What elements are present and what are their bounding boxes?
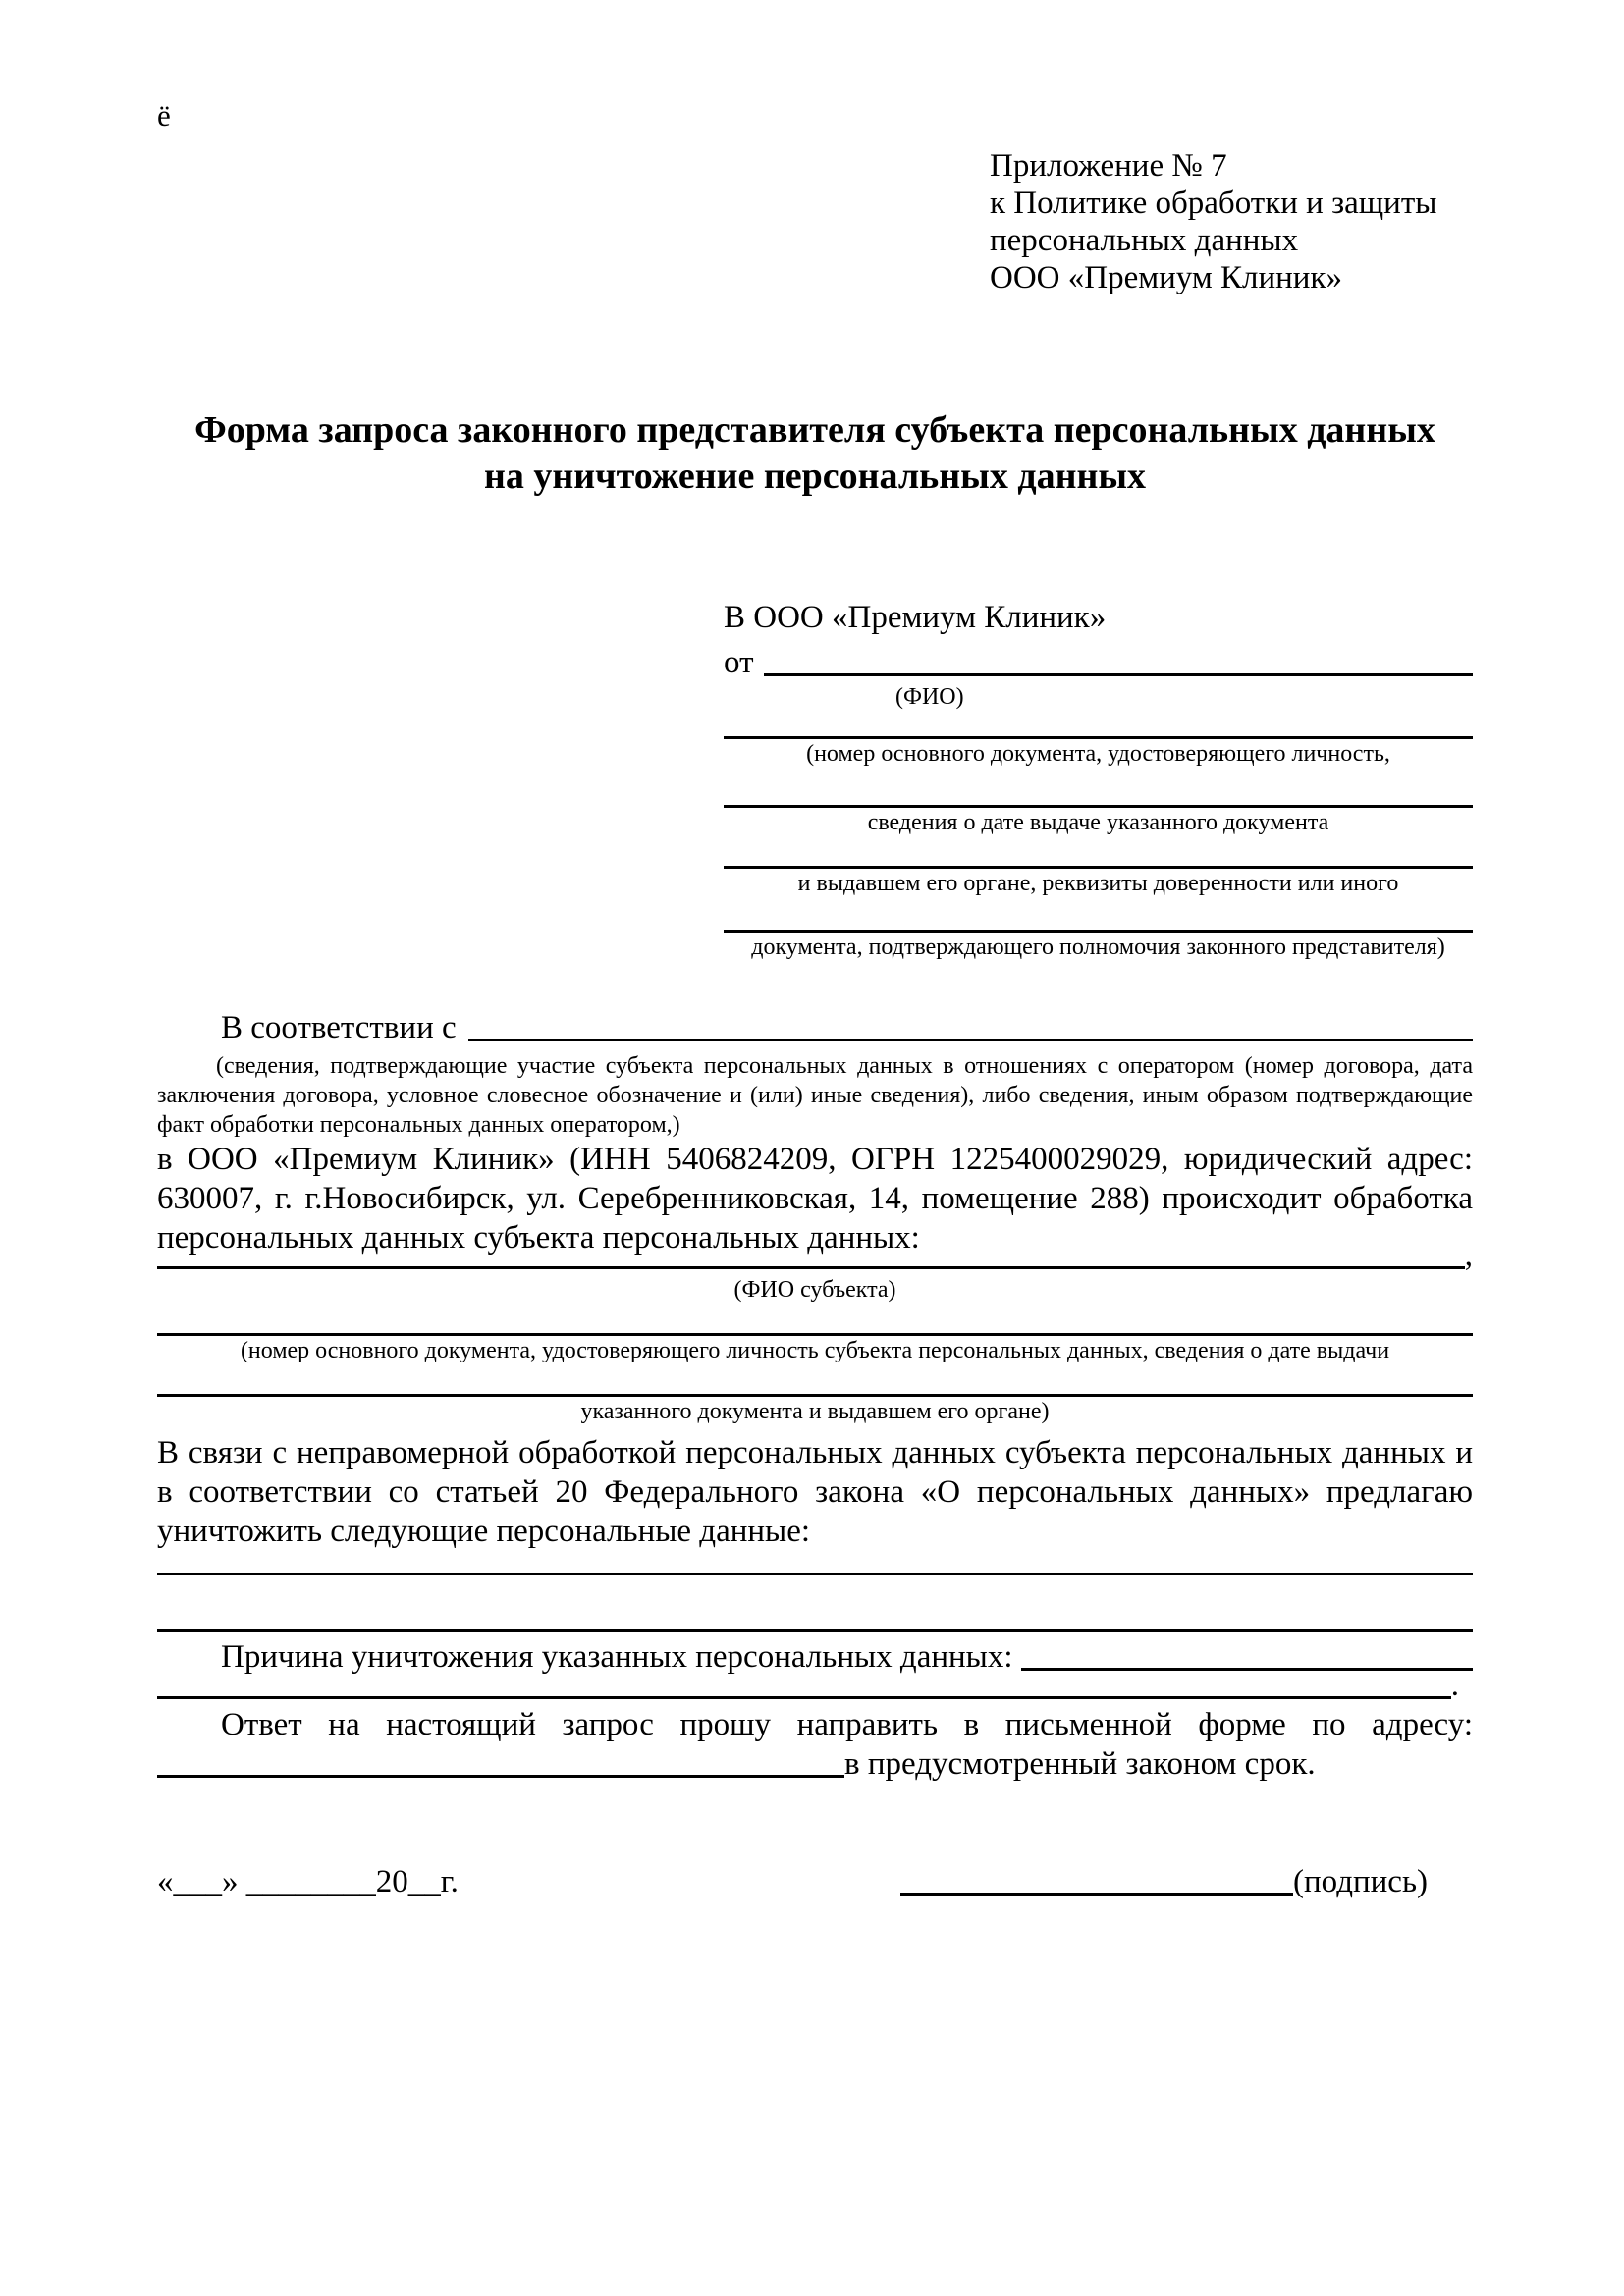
doc-caption-4: документа, подтверждающего полномочия законного представителя) (751, 934, 1445, 960)
response-address-row (157, 1744, 1473, 1784)
destroy-paragraph: В связи с неправомерной обработкой персональных данных субъекта персональных данных и в соответствии со статьей 20 Федерального закона «О персональных данных» предлагаю уничтожить следующие персональные данные: (157, 1435, 1473, 1549)
address-blank-line (157, 1775, 844, 1778)
from-blank-line (764, 673, 1474, 676)
blank-line (724, 736, 1473, 739)
blank-line (724, 805, 1473, 808)
doc-caption-2: сведения о дате выдаче указанного документа (867, 810, 1329, 835)
accordance-blank-line (468, 1039, 1473, 1041)
signature-caption: (подпись) (1293, 1864, 1428, 1899)
response-paragraph: Ответ на настоящий запрос прошу направить в письменной форме по адресу: (221, 1707, 1473, 1742)
subject-doc-caption-1: (номер основного документа, удостоверяющего личность субъекта персональных данных, сведения о дате выдачи (240, 1338, 1390, 1363)
period-suffix: . (1450, 1668, 1459, 1703)
appendix-line-3: персональных данных (990, 223, 1299, 258)
appendix-line-4: ООО «Премиум Клиник» (990, 260, 1342, 295)
addressee-to: В ООО «Премиум Клиник» (724, 600, 1107, 635)
accordance-note: (сведения, подтверждающие участие субъекта персональных данных в отношениях с оператором (номер договора, дата заключения договора, условное словесное обозначение и (или) иные сведения), либо сведения, иным образом подтверждающие факт обработки персональных данных оператором,) (157, 1053, 1473, 1138)
comma-suffix: , (1464, 1238, 1473, 1273)
operator-paragraph: в ООО «Премиум Клиник» (ИНН 5406824209, ОГРН 1225400029029, юридический адрес: 630007, г. г.Новосибирск, ул. Серебренниковская, 14, помещение 288) происходит обработка персональных данных субъекта персональных данных: (157, 1142, 1473, 1255)
appendix-line-2: к Политике обработки и защиты (990, 186, 1437, 221)
title-line-1: Форма запроса законного представителя субъекта персональных данных (194, 409, 1435, 451)
blank-line (724, 866, 1473, 869)
blank-line (157, 1394, 1473, 1397)
appendix-block (990, 147, 1436, 296)
reason-label: Причина уничтожения указанных персональных данных: (221, 1639, 1013, 1675)
document-title (157, 407, 1473, 500)
reason-blank-line-2 (157, 1696, 1451, 1699)
accordance-row (157, 1008, 1473, 1047)
blank-line (724, 930, 1473, 933)
response-term-text: в предусмотренный законом срок. (844, 1746, 1316, 1782)
blank-line (157, 1629, 1473, 1632)
signature-blank-line (900, 1893, 1293, 1896)
blank-line (157, 1333, 1473, 1336)
title-line-2: на уничтожение персональных данных (483, 455, 1147, 497)
addressee-from-row (724, 643, 1473, 682)
accordance-label: В соответствии с (221, 1010, 457, 1045)
reason-blank-line (1021, 1668, 1473, 1671)
subject-fio-caption: (ФИО субъекта) (733, 1277, 896, 1303)
signature-group (900, 1862, 1428, 1901)
addressee-block (724, 598, 1473, 961)
date-signature-row (157, 1862, 1473, 1901)
from-label: от (724, 645, 754, 680)
stray-char: ё (157, 98, 171, 133)
doc-caption-3: и выдавшем его органе, реквизиты доверенности или иного (797, 871, 1399, 896)
fio-caption: (ФИО) (895, 684, 964, 710)
subject-fio-blank-line (157, 1266, 1465, 1269)
date-placeholder: «___» ________20__г. (157, 1864, 459, 1899)
blank-line (157, 1573, 1473, 1575)
doc-caption-1: (номер основного документа, удостоверяющего личность, (806, 741, 1390, 767)
subject-doc-caption-2: указанного документа и выдавшем его органе) (580, 1399, 1050, 1424)
appendix-line-1: Приложение № 7 (990, 148, 1227, 184)
